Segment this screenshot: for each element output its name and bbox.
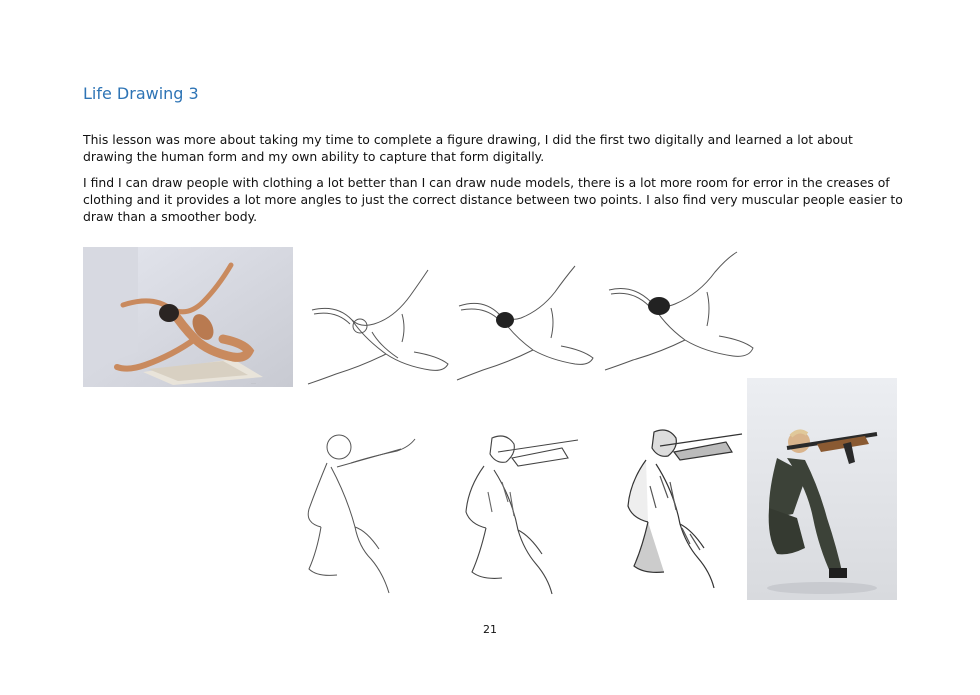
sketch-soldier-1 [297,427,422,602]
paragraph-2: I find I can draw people with clothing a lot better than I can draw nude models, there is a lot more room for error in the creases of clothing and it provides a lot more angles to just the correct distance between two points. I also find very muscular people easier to draw than a smoother body. [83,175,903,224]
sketch-kneeling-pose-2 [455,262,597,382]
page-heading: Life Drawing 3 [83,84,199,103]
sketch-soldier-3 [620,424,745,594]
reference-photo-kneeling-pose [83,247,293,387]
page-number: 21 [483,623,497,636]
sketch-kneeling-pose-3 [603,248,755,373]
svg-text:·····: ····· [251,381,256,385]
sketch-soldier-2 [458,432,583,600]
reference-photo-soldier [747,378,897,600]
sketch-kneeling-pose-1 [302,262,452,387]
paragraph-1: This lesson was more about taking my time to complete a figure drawing, I did the first two digitally and learned a lot about drawing the human form and my own ability to capture that form digitally. [83,132,853,164]
